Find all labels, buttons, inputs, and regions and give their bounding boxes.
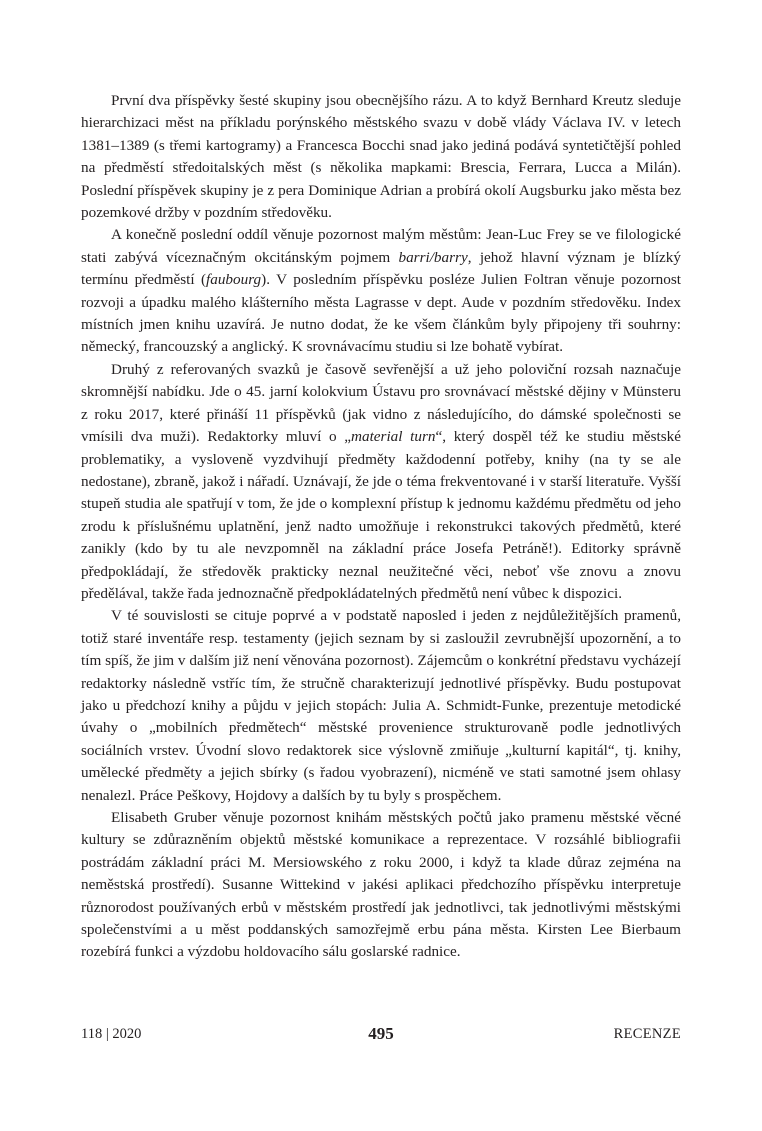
section-label: RECENZE <box>613 1026 681 1042</box>
article-body <box>81 90 681 964</box>
paragraph <box>81 90 681 224</box>
page-footer <box>81 1026 681 1050</box>
text-run: Elisabeth Gruber věnuje pozornost knihám městských počtů jako pramenu městské věcné kultury se zdůrazněním objektů městské komunikace a reprezentace. V rozsáhlé bibliografii postrádám základní práci M. Mersiowského z roku 2000, i když ta klade důraz zejména na neměstská prostředí). Susanne Wittekind v jakési aplikaci předchozího příspěvku interpretuje různorodost používaných erbů v městském prostředí jak jednotlivci, tak jednotlivými městskými společenstvími a u měst poddanských samozřejmě erbu pána města. Kirsten Lee Bierbaum rozebírá funkci a výzdobu holdovacího sálu goslarské radnice. <box>81 809 681 961</box>
text-run: ). V posledním příspěvku posléze Julien Foltran věnuje pozornost rozvoji a úpadku malého klášterního města Lagrasse v dept. Aude v pozdním středověku. Index místních jmen knihu uzavírá. Je nutno dodat, že ke všem článkům byly připojeny tři souhrny: německý, francouzský a anglický. K srovnávacímu studiu si lze bohatě vybírat. <box>81 271 681 356</box>
text-run: V té souvislosti se cituje poprvé a v podstatě naposled i jeden z nejdůležitějších pramenů, totiž staré inventáře resp. testamenty (jejich seznam by si zasloužil zevrubnější upozornění, a to tím spíš, že jim v dalším již není věnována pozornost). Zájemcům o konkrétní představu vycházejí redaktorky následně vstříc tím, že stručně charakterizují jednotlivé příspěvky. Budu postupovat jako u předchozí knihy a půjdu v jejich stopách: Julia A. Schmidt-Funke, prezentuje metodické úvahy o „mobilních předmětech“ městské provenience strukturovaně podle jednotlivých sociálních vrstev. Úvodní slovo redaktorek sice výslovně zmiňuje „kulturní kapitál“, tj. knihy, umělecké předměty a jejich sbírky (s řadou vyobrazení), nicméně ve stati samotné jsem ohlasy nenalezl. Práce Peškovy, Hojdovy a dalších by tu byly s prospěchem. <box>81 607 681 804</box>
paragraph <box>81 605 681 807</box>
paragraph <box>81 359 681 605</box>
text-run: A konečně poslední oddíl věnuje pozornost malým městům: Jean-Luc Frey se ve filologické stati zabývá víceznačným okcitánským pojmem <box>81 226 681 266</box>
text-run: Druhý z referovaných svazků je časově sevřenější a už jeho poloviční rozsah naznačuje skromnější nabídku. Jde o 45. jarní kolokvium Ústavu pro srovnávací městské dějiny v Münsteru z roku 2017, které přináší 11 příspěvků (jak vidno z následujícího, do dámské společnosti se vmísili dva muži). Redaktorky mluví o „ <box>81 360 681 446</box>
page-number: 495 <box>368 1024 394 1043</box>
text-run: , jehož hlavní význam je blízký termínu předměstí ( <box>81 248 681 289</box>
paragraph <box>81 807 681 964</box>
paragraph <box>81 224 681 358</box>
text-run: První dva příspěvky šesté skupiny jsou obecnějšího rázu. A to když Bernhard Kreutz sleduje hierarchizaci měst na příkladu porýnského městského svazu v době vlády Václava IV. v letech 1381–1389 (s třemi kartogramy) a Francesca Bocchi snad jako jediná podává syntetičtější pohled na předměstí středoitalských měst (s několika mapkami: Brescia, Ferrara, Lucca a Milán). Poslední příspěvek skupiny je z pera Dominique Adrian a probírá okolí Augsburku jako města bez pozemkové držby v pozdním středověku. <box>81 92 681 222</box>
italic-term: faubourg <box>206 271 262 289</box>
text-run: “, který dospěl též ke studiu městské problematiky, a vysloveně vyzdvihují předměty každodenní potřeby, knihy (na ty se ale nedostane), zbraně, jakož i nářadí. Uznávají, že jde o téma frekventované i v starší literatuře. Vyšší stupeň studia ale spatřují v tom, že jde o komplexní přístup k jednomu každému předmětu od jeho zrodu k příslušnému uplatnění, jenž nadto umožňuje i rekonstrukci takových předmětů, které zanikly (kdo by tu ale nevzpomněl na základní práce Josefa Petráně!). Editorky správně předpokládají, že středověk prakticky neznal neužitečné věci, neboť vše znovu a znovu předělával, takže řada jednoznačně předpokládatelných předmětů není vůbec k dispozici. <box>81 428 682 602</box>
journal-issue: 118 | 2020 <box>81 1026 142 1042</box>
italic-term: barri/barry <box>398 248 468 266</box>
italic-term: material turn <box>351 428 436 446</box>
